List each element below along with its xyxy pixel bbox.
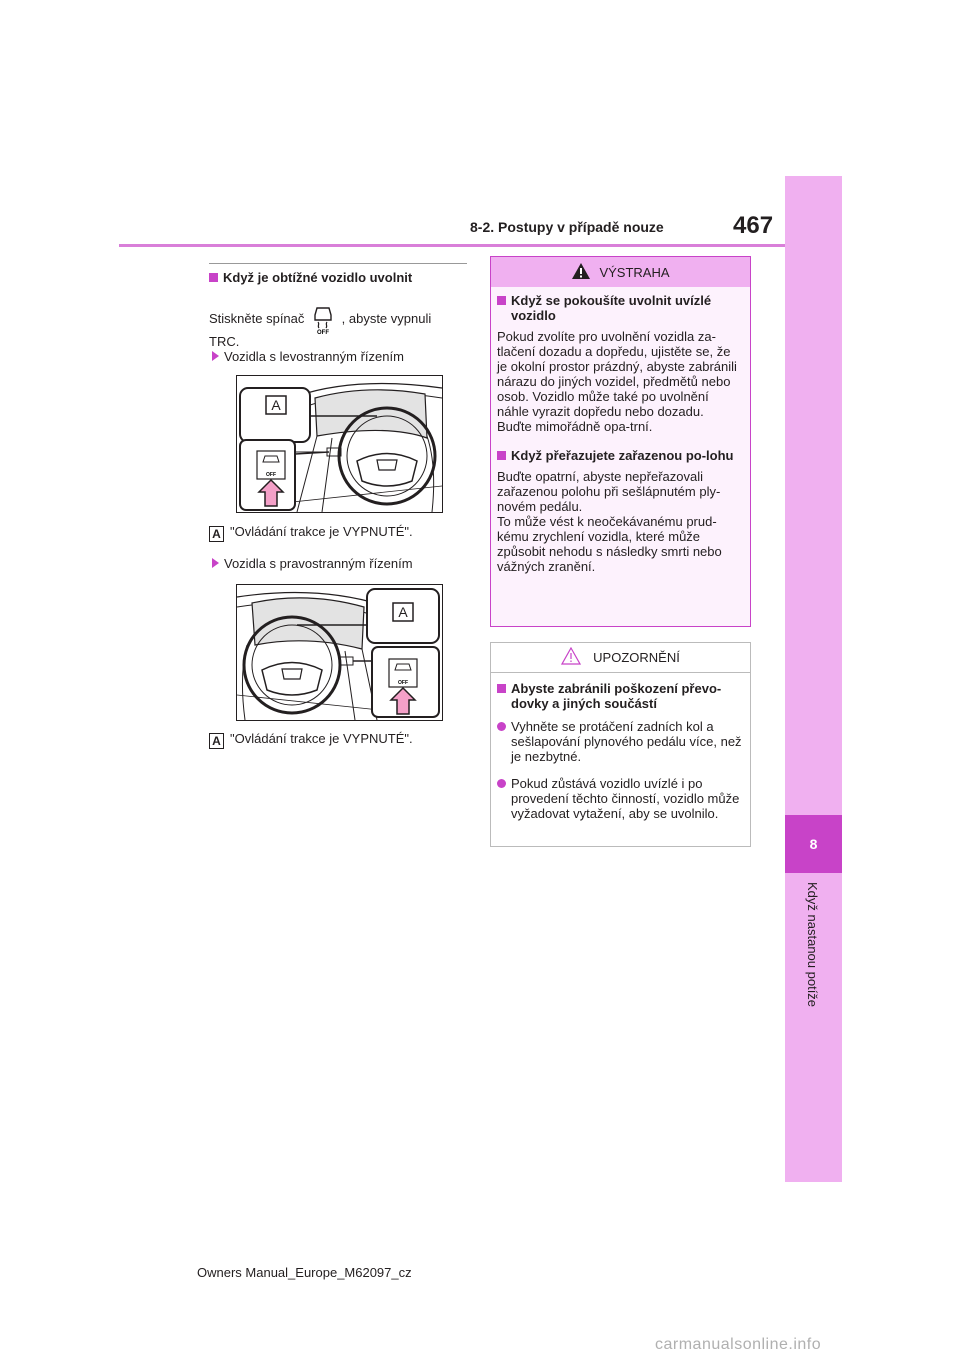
notice-bullet2-text: Pokud zůstává vozidlo uvízlé i po provedení těchto činností, vozidlo může vyžadovat vytažení, aby se uvolnilo. (511, 776, 740, 821)
lhd-label-text: Vozidla s levostranným řízením (224, 349, 404, 364)
warning-text1: Pokud zvolíte pro uvolnění vozidla za-tlačení dozadu a dopředu, ujistěte se, že je okolní prostor prázdný, abyste zabránili nárazu do jiných vozidel, předmětů nebo osob. Vozidlo může také po uvolnění náhle vyrazit dopředu nebo dozadu. Buďte mimořádně opa-trní. (497, 329, 737, 434)
notice-sub1-text: Abyste zabránili poškození převo-dovky a jiných součástí (511, 681, 722, 711)
arrow-bullet-icon (212, 558, 219, 568)
warning-sub1-text: Když se pokoušíte uvolnit uvízlé vozidlo (511, 293, 712, 323)
figure-rhd-callout: A (398, 604, 408, 620)
round-bullet-icon (497, 779, 506, 788)
lhd-label (212, 349, 404, 365)
figure-rhd-dashboard (236, 584, 443, 721)
arrow-bullet-icon (212, 351, 219, 361)
warning-text2a: Buďte opatrní, abyste nepřeřazovali zařazenou polohu při sešlápnutém ply-novém pedálu. (497, 469, 721, 514)
chapter-number-box (785, 815, 842, 873)
figure-lhd-off-text: OFF (266, 472, 276, 478)
square-bullet-icon (497, 451, 506, 460)
square-bullet-icon (209, 273, 218, 282)
intro-before: Stiskněte spínač (209, 311, 305, 326)
rhd-label-text: Vozidla s pravostranným řízením (224, 556, 413, 571)
notice-sub1 (497, 681, 742, 711)
caption-lhd-letter: A (209, 526, 224, 542)
notice-bullet1-text: Vyhněte se protáčení zadních kol a sešlapování plynového pedálu více, než je nezbytné. (511, 719, 742, 764)
notice-bullet1 (497, 719, 742, 764)
caption-lhd-text: "Ovládání trakce je VYPNUTÉ". (230, 524, 413, 539)
intro-end: TRC. (209, 334, 240, 349)
left-heading (209, 270, 412, 285)
caption-rhd-letter: A (209, 733, 224, 749)
heading-rule (209, 263, 467, 264)
left-heading-text: Když je obtížné vozidlo uvolnit (223, 270, 413, 285)
warning-header (491, 257, 750, 287)
intro-line (209, 305, 431, 335)
caption-rhd (209, 731, 413, 749)
warning-triangle-icon (571, 262, 591, 283)
notice-bullet2 (497, 776, 742, 821)
chapter-number: 8 (809, 836, 818, 852)
caution-triangle-icon (561, 647, 581, 668)
square-bullet-icon (497, 684, 506, 693)
notice-title: UPOZORNĚNÍ (593, 650, 680, 665)
intro-after: , abyste vypnuli (341, 311, 432, 326)
round-bullet-icon (497, 722, 506, 731)
warning-box (490, 256, 751, 627)
chapter-title: Když nastanou potíže (805, 882, 820, 1008)
page-number: 467 (733, 212, 774, 239)
footer-text: Owners Manual_Europe_M62097_cz (197, 1265, 412, 1280)
square-bullet-icon (497, 296, 506, 305)
figure-rhd-off-text: OFF (398, 680, 408, 686)
notice-box (490, 642, 751, 847)
warning-sub1 (497, 293, 742, 323)
caption-lhd (209, 524, 413, 542)
figure-lhd-dashboard (236, 375, 443, 513)
switch-off-text: OFF (317, 330, 330, 335)
notice-header (491, 643, 750, 673)
warning-title: VÝSTRAHA (599, 264, 670, 280)
chapter-tab-bar (785, 176, 842, 1182)
warning-sub2-text: Když přeřazujete zařazenou po-lohu (511, 448, 734, 463)
header-rule (119, 244, 785, 247)
rhd-label (212, 556, 413, 572)
figure-lhd-callout: A (271, 397, 281, 413)
watermark: carmanualsonline.info (655, 1336, 822, 1353)
warning-sub2 (497, 448, 742, 463)
trc-off-switch-icon (312, 305, 334, 335)
warning-text2b: To může vést k neočekávanému prud-kému zrychlení vozidla, které může způsobit nehodu s následky smrti nebo vážných zranění. (497, 514, 722, 574)
caption-rhd-text: "Ovládání trakce je VYPNUTÉ". (230, 731, 413, 746)
section-title: 8-2. Postupy v případě nouze (470, 219, 664, 235)
